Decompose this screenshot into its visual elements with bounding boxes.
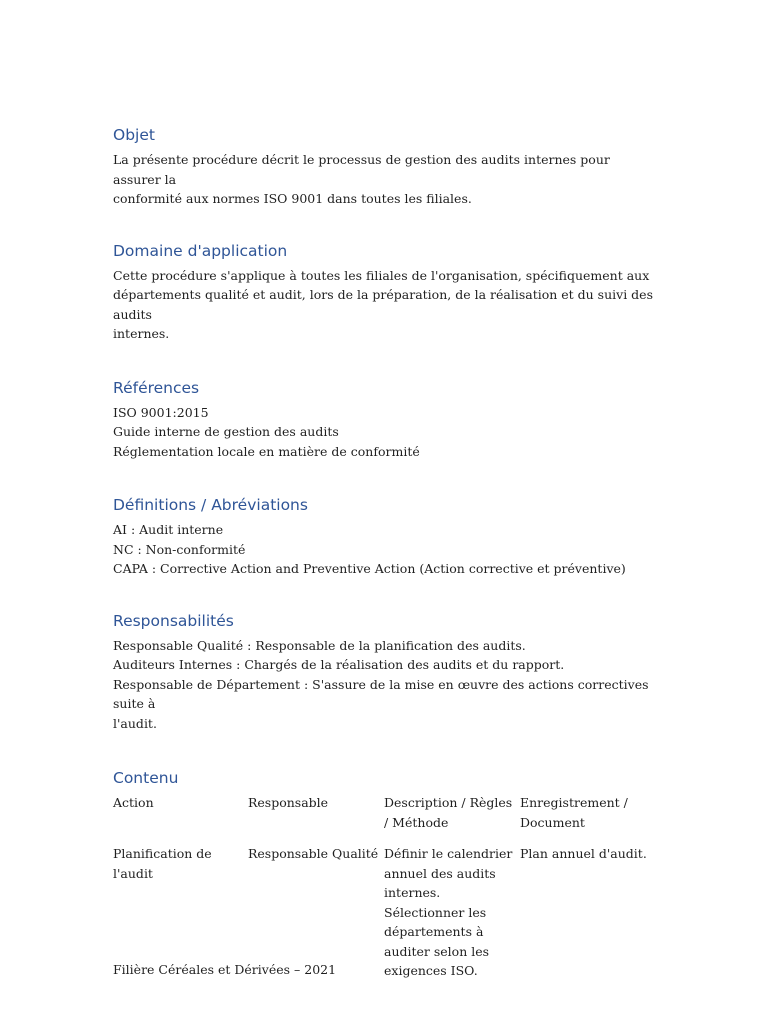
table-cell: Planification de l'audit <box>113 846 212 881</box>
page-footer: Filière Céréales et Dérivées – 2021 <box>113 962 337 977</box>
table-cell: Responsable Qualité <box>248 846 379 861</box>
table-header-cell: Enregistrement / Document <box>520 795 628 830</box>
text-line: l'audit. <box>113 715 157 731</box>
section-title: Définitions / Abréviations <box>113 496 308 514</box>
text-line: internes. <box>113 326 170 341</box>
section-body <box>113 520 658 579</box>
text-line: CAPA : Corrective Action and Preventive Action (Action corrective et préventive) <box>113 561 626 576</box>
table-header-cell: Action <box>113 795 154 810</box>
text-line: AI : Audit interne <box>113 522 224 537</box>
text-line: départements qualité et audit, lors de la préparation, de la réalisation et du suivi des audits <box>113 287 653 322</box>
text-line: Réglementation locale en matière de conformité <box>113 443 420 459</box>
table-cell: Définir le calendrier annuel des audits internes. Sélectionner les départements à auditer selon les exigences ISO. <box>384 846 513 978</box>
section-domaine <box>113 240 658 344</box>
text-line: Auditeurs Internes : Chargés de la réalisation des audits et du rapport. <box>113 657 565 672</box>
section-title: Références <box>113 378 200 397</box>
text-line: Responsable de Département : S'assure de la mise en œuvre des actions correctives suite à <box>113 676 649 711</box>
section-responsabilites <box>113 610 658 734</box>
table-header-cell: Responsable <box>248 795 329 810</box>
section-body <box>113 150 658 209</box>
section-title: Contenu <box>113 769 179 787</box>
text-line: Guide interne de gestion des audits <box>113 424 339 439</box>
section-body <box>113 636 658 734</box>
text-line: ISO 9001:2015 <box>113 404 209 420</box>
text-line: Responsable Qualité : Responsable de la planification des audits. <box>113 637 526 653</box>
table-cell: Plan annuel d'audit. <box>520 846 647 861</box>
document-page <box>113 124 658 993</box>
section-body <box>113 403 658 462</box>
section-references <box>113 377 658 462</box>
text-line: conformité aux normes ISO 9001 dans toutes les filiales. <box>113 191 472 206</box>
section-title: Responsabilités <box>113 611 234 630</box>
section-contenu <box>113 767 658 993</box>
section-definitions <box>113 494 658 579</box>
section-body <box>113 266 658 344</box>
table-header-row <box>113 793 658 844</box>
section-objet <box>113 124 658 209</box>
table-header-cell: Description / Règles / Méthode <box>384 795 513 830</box>
section-title: Objet <box>113 126 155 144</box>
text-line: Cette procédure s'applique à toutes les filiales de l'organisation, spécifiquement aux <box>113 267 650 283</box>
section-title: Domaine d'application <box>113 241 288 260</box>
text-line: La présente procédure décrit le processus de gestion des audits internes pour assurer la <box>113 152 610 187</box>
text-line: NC : Non-conformité <box>113 541 246 557</box>
